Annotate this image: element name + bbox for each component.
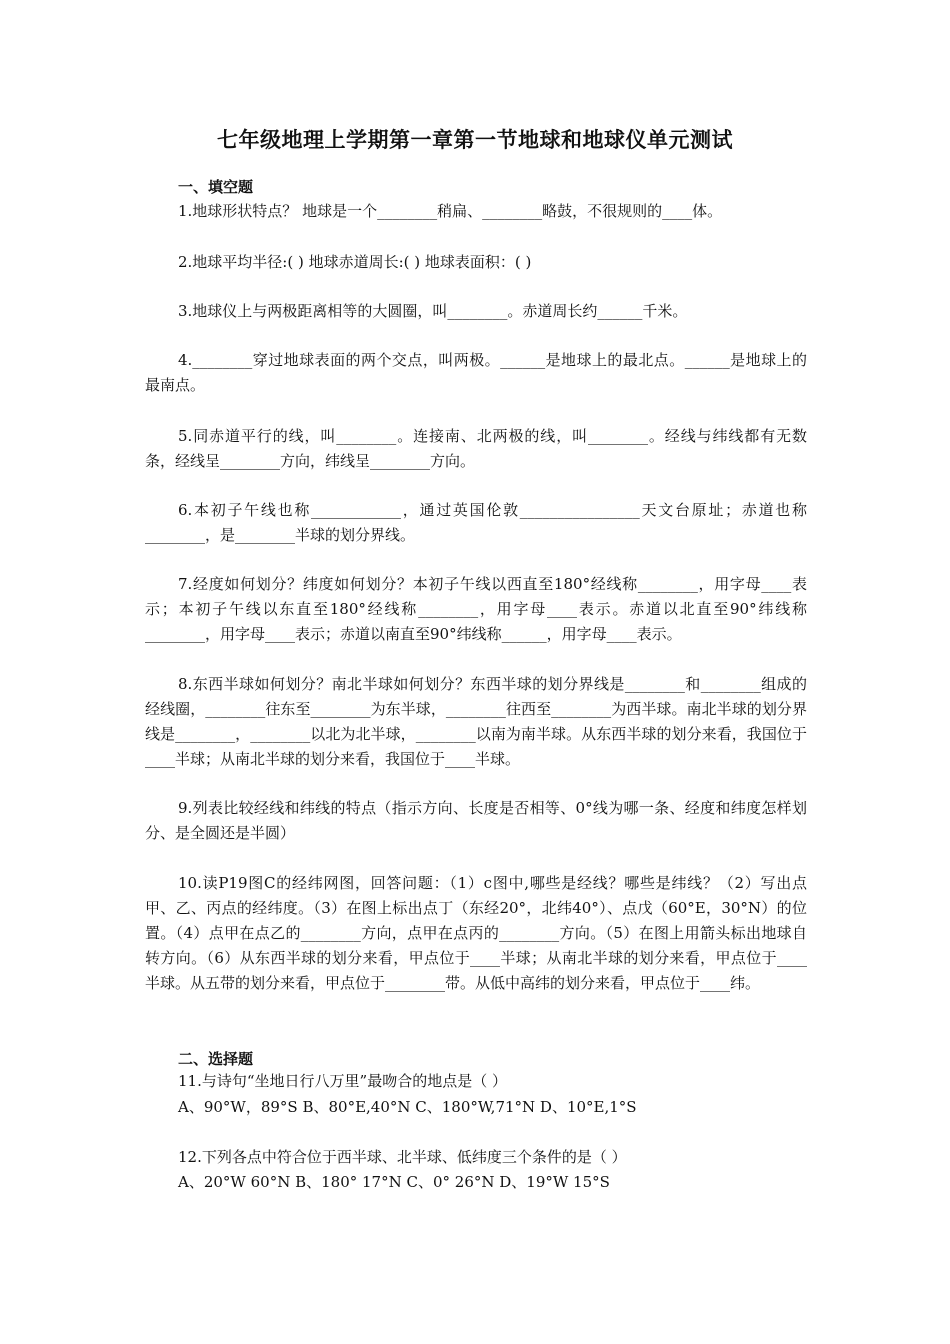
question-5: 5.同赤道平行的线，叫________。连接南、北两极的线，叫________。经线与纬线都有无数条，经线呈________方向，纬线呈________方向。 — [145, 427, 807, 470]
question-4: 4.________穿过地球表面的两个交点，叫两极。______是地球上的最北点。______是地球上的最南点。 — [145, 351, 807, 394]
question-11-stem: 11.与诗句“坐地日行八万里”最吻合的地点是（ ） — [178, 1072, 507, 1090]
question-11-options: A、90°W，89°S B、80°E,40°N C、180°W,71°N D、10°E,1°S — [178, 1098, 637, 1116]
question-10: 10.读P19图C的经纬网图，回答问题：（1）c图中,哪些是经线？哪些是纬线？（2）写出点甲、乙、丙点的经纬度。（3）在图上标出点丁（东经20°，北纬40°）、点戊（60°E，30°N）的位置。（4）点甲在点乙的________方向，点甲在点丙的________方向。（5）在图上用箭头标出地球自转方向。（6）从东西半球的划分来看，甲点位于____半球；从南北半球的划分来看，甲点位于____半球。从五带的划分来看，甲点位于________带。从低中高纬的划分来看，甲点位于____纬。 — [145, 874, 807, 992]
question-9: 9.列表比较经线和纬线的特点（指示方向、长度是否相等、0°线为哪一条、经度和纬度怎样划分、是全圆还是半圆） — [145, 799, 807, 842]
question-3: 3.地球仪上与两极距离相等的大圆圈，叫________。赤道周长约______千米。 — [178, 302, 688, 320]
page-title: 七年级地理上学期第一章第一节地球和地球仪单元测试 — [217, 127, 733, 152]
section-heading-multiple-choice: 二、选择题 — [178, 1050, 254, 1068]
question-1: 1.地球形状特点？ 地球是一个________稍扁、________略鼓，不很规则的____体。 — [178, 202, 723, 220]
question-12-options: A、20°W 60°N B、180° 17°N C、0° 26°N D、19°W 15°S — [178, 1173, 610, 1191]
question-6: 6.本初子午线也称____________，通过英国伦敦________________天文台原址；赤道也称________，是________半球的划分界线。 — [145, 501, 807, 544]
question-2: 2.地球平均半径:( ) 地球赤道周长:( ) 地球表面积：( ) — [178, 253, 532, 271]
question-12-stem: 12.下列各点中符合位于西半球、北半球、低纬度三个条件的是（ ） — [178, 1148, 627, 1166]
section-heading-fill-blank: 一、填空题 — [178, 178, 254, 196]
question-7: 7.经度如何划分？纬度如何划分？本初子午线以西直至180°经线称________，用字母____表示；本初子午线以东直至180°经线称________，用字母____表示。赤道以北直至90°纬线称________，用字母____表示；赤道以南直至90°纬线称______，用字母____表示。 — [145, 575, 807, 643]
question-8: 8.东西半球如何划分？南北半球如何划分？东西半球的划分界线是________和________组成的经线圈，________往东至________为东半球，________往西至________为西半球。南北半球的划分界线是________，________以北为北半球，________以南为南半球。从东西半球的划分来看，我国位于____半球；从南北半球的划分来看，我国位于____半球。 — [145, 675, 807, 768]
